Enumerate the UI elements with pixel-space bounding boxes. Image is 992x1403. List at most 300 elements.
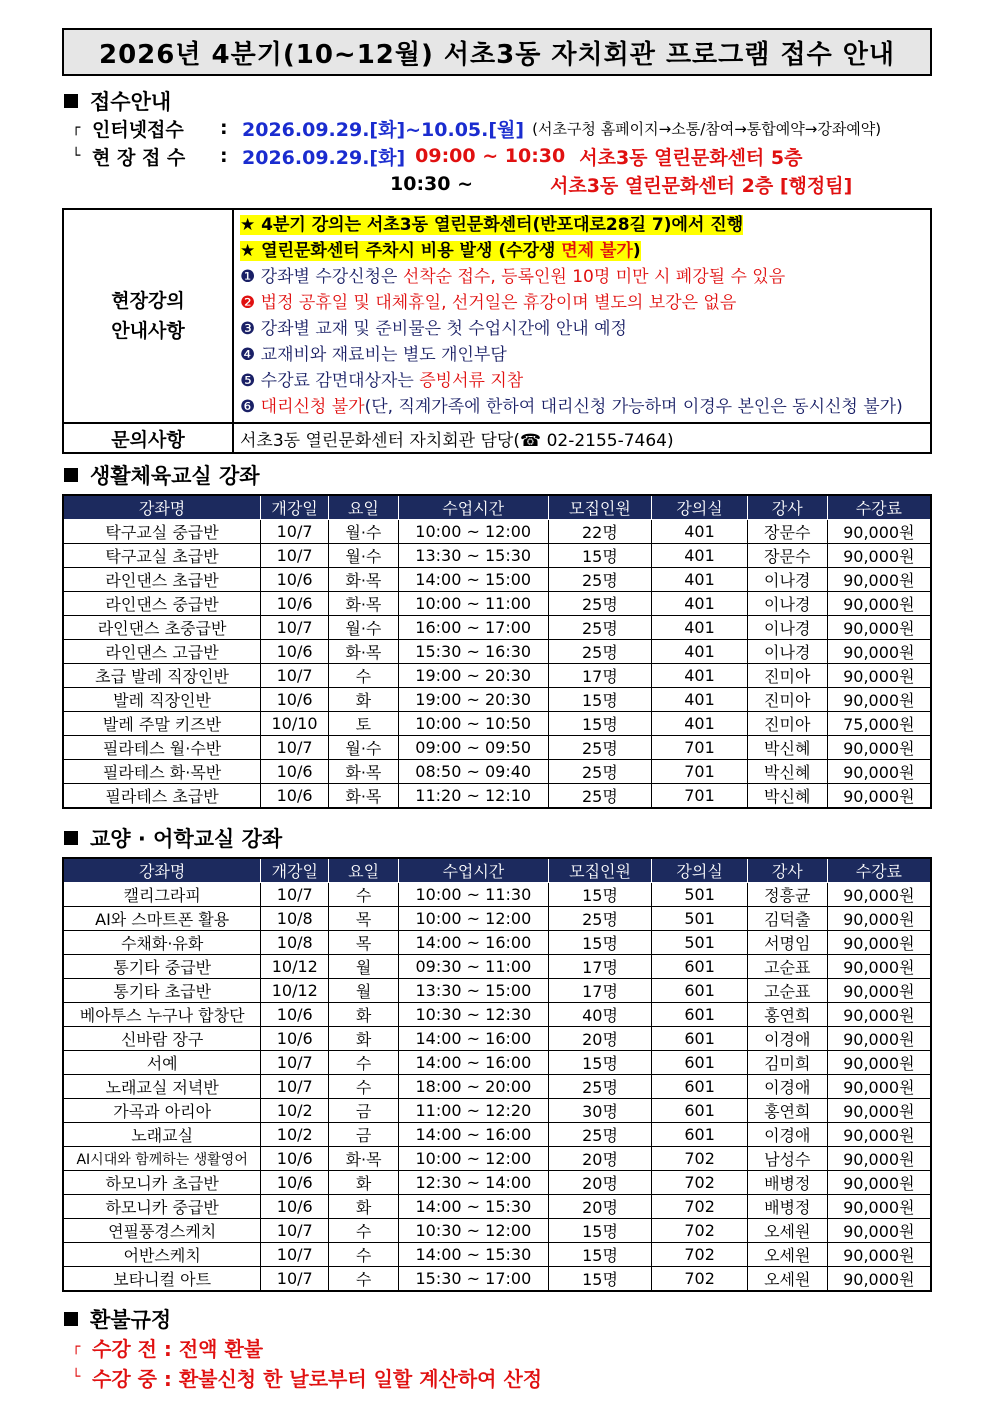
notice-star2-a: ★ 열린문화센터 주차시 비용 발생 (수강생 — [240, 241, 562, 261]
cell-room: 401 — [652, 712, 748, 736]
cell-instructor: 오세원 — [747, 1219, 827, 1243]
table-row — [63, 883, 931, 907]
cell-day: 토 — [329, 712, 399, 736]
notice-star1: ★ 4분기 강의는 서초3동 열린문화센터(반포대로28길 7)에서 진행 — [240, 215, 744, 235]
cell-time: 13:30 ~ 15:00 — [398, 979, 548, 1003]
cell-day: 화·목 — [329, 1147, 399, 1171]
table-row — [63, 955, 931, 979]
cell-fee: 90,000원 — [827, 616, 931, 640]
cell-instructor: 이나경 — [747, 640, 827, 664]
cell-capacity: 25명 — [548, 784, 652, 809]
cell-course: 연필풍경스케치 — [63, 1219, 261, 1243]
column-header-course: 강좌명 — [63, 495, 261, 520]
column-header-course: 강좌명 — [63, 858, 261, 883]
cell-day: 월 — [329, 979, 399, 1003]
column-header-fee: 수강료 — [827, 495, 931, 520]
notice-item5-b: 증빙서류 지참 — [419, 371, 524, 391]
cell-course: 보타니컬 아트 — [63, 1267, 261, 1292]
cell-day: 수 — [329, 883, 399, 907]
cell-start-date: 10/6 — [261, 688, 329, 712]
column-header-capacity: 모집인원 — [548, 858, 652, 883]
column-header-day: 요일 — [329, 495, 399, 520]
cell-fee: 90,000원 — [827, 1267, 931, 1292]
cell-course: 가곡과 아리아 — [63, 1099, 261, 1123]
onsite-time2: 10:30 ~ — [390, 173, 474, 195]
cell-capacity: 15명 — [548, 931, 652, 955]
cell-room: 401 — [652, 688, 748, 712]
cell-start-date: 10/7 — [261, 883, 329, 907]
cell-day: 수 — [329, 1075, 399, 1099]
cell-fee: 90,000원 — [827, 1027, 931, 1051]
cell-fee: 90,000원 — [827, 1219, 931, 1243]
cell-room: 401 — [652, 520, 748, 544]
cell-start-date: 10/2 — [261, 1099, 329, 1123]
cell-day: 월 — [329, 955, 399, 979]
table-row — [63, 1075, 931, 1099]
cell-fee: 90,000원 — [827, 664, 931, 688]
refund-line1 — [72, 1332, 932, 1362]
cell-start-date: 10/7 — [261, 1075, 329, 1099]
cell-instructor: 박신혜 — [747, 760, 827, 784]
cell-day: 수 — [329, 1243, 399, 1267]
table-header-row — [63, 858, 931, 883]
cell-time: 11:00 ~ 12:20 — [398, 1099, 548, 1123]
culture-heading — [62, 825, 932, 851]
table-row — [63, 784, 931, 809]
cell-room: 702 — [652, 1171, 748, 1195]
cell-time: 14:00 ~ 16:00 — [398, 1051, 548, 1075]
cell-room: 401 — [652, 592, 748, 616]
cell-start-date: 10/6 — [261, 1171, 329, 1195]
cell-course: 라인댄스 고급반 — [63, 640, 261, 664]
cell-capacity: 20명 — [548, 1147, 652, 1171]
cell-start-date: 10/12 — [261, 955, 329, 979]
cell-time: 09:30 ~ 11:00 — [398, 955, 548, 979]
column-header-fee: 수강료 — [827, 858, 931, 883]
refund-line1-text: 수강 전 : 전액 환불 — [92, 1336, 264, 1361]
cell-time: 08:50 ~ 09:40 — [398, 760, 548, 784]
cell-day: 금 — [329, 1099, 399, 1123]
cell-course: 수채화·유화 — [63, 931, 261, 955]
cell-capacity: 25명 — [548, 907, 652, 931]
bracket-bottom-icon: └ — [72, 1369, 81, 1385]
page-title: 2026년 4분기(10~12월) 서초3동 자치회관 프로그램 접수 안내 — [62, 28, 932, 76]
cell-start-date: 10/7 — [261, 736, 329, 760]
cell-day: 목 — [329, 931, 399, 955]
cell-start-date: 10/6 — [261, 592, 329, 616]
column-header-instructor: 강사 — [747, 495, 827, 520]
cell-start-date: 10/7 — [261, 1243, 329, 1267]
cell-instructor: 정흥균 — [747, 883, 827, 907]
cell-time: 10:30 ~ 12:30 — [398, 1003, 548, 1027]
cell-time: 16:00 ~ 17:00 — [398, 616, 548, 640]
table-row — [63, 1051, 931, 1075]
table-row — [63, 1003, 931, 1027]
notice-label — [64, 210, 234, 422]
cell-room: 601 — [652, 1051, 748, 1075]
online-period: 2026.09.29.[화]~10.05.[월] — [242, 118, 525, 141]
cell-time: 14:00 ~ 15:30 — [398, 1195, 548, 1219]
cell-time: 12:30 ~ 14:00 — [398, 1171, 548, 1195]
cell-fee: 90,000원 — [827, 1243, 931, 1267]
cell-time: 18:00 ~ 20:00 — [398, 1075, 548, 1099]
cell-room: 702 — [652, 1219, 748, 1243]
cell-instructor: 남성수 — [747, 1147, 827, 1171]
cell-day: 금 — [329, 1123, 399, 1147]
cell-capacity: 30명 — [548, 1099, 652, 1123]
cell-instructor: 고순표 — [747, 979, 827, 1003]
culture-heading-text: 교양 · 어학교실 강좌 — [90, 827, 283, 851]
cell-start-date: 10/2 — [261, 1123, 329, 1147]
table-row — [63, 1243, 931, 1267]
cell-instructor: 김덕출 — [747, 907, 827, 931]
cell-instructor: 진미아 — [747, 688, 827, 712]
cell-room: 601 — [652, 1123, 748, 1147]
table-row — [63, 568, 931, 592]
cell-course: 탁구교실 중급반 — [63, 520, 261, 544]
cell-instructor: 홍연희 — [747, 1099, 827, 1123]
cell-day: 화 — [329, 1027, 399, 1051]
cell-room: 702 — [652, 1147, 748, 1171]
column-header-start-date: 개강일 — [261, 495, 329, 520]
cell-capacity: 20명 — [548, 1195, 652, 1219]
cell-room: 701 — [652, 736, 748, 760]
onsite-registration-row — [72, 142, 932, 170]
cell-capacity: 25명 — [548, 1075, 652, 1099]
cell-course: 필라테스 초급반 — [63, 784, 261, 809]
notice-item1-a: ❶ 강좌별 수강신청은 — [240, 267, 403, 287]
cell-room: 401 — [652, 616, 748, 640]
cell-capacity: 15명 — [548, 1219, 652, 1243]
cell-capacity: 20명 — [548, 1027, 652, 1051]
bracket-top-icon: ┌ — [72, 1339, 81, 1355]
cell-fee: 90,000원 — [827, 1099, 931, 1123]
column-header-room: 강의실 — [652, 495, 748, 520]
notice-item6-a: ❻ — [240, 397, 261, 417]
cell-start-date: 10/7 — [261, 1219, 329, 1243]
cell-fee: 90,000원 — [827, 592, 931, 616]
cell-fee: 90,000원 — [827, 544, 931, 568]
contact-value: 서초3동 열린문화센터 자치회관 담당(☎ 02-2155-7464) — [234, 422, 930, 452]
cell-time: 15:30 ~ 16:30 — [398, 640, 548, 664]
column-header-time: 수업시간 — [398, 495, 548, 520]
cell-time: 10:00 ~ 10:50 — [398, 712, 548, 736]
cell-instructor: 이경애 — [747, 1075, 827, 1099]
cell-capacity: 25명 — [548, 640, 652, 664]
cell-course: 필라테스 월·수반 — [63, 736, 261, 760]
cell-capacity: 15명 — [548, 1267, 652, 1292]
cell-capacity: 15명 — [548, 1051, 652, 1075]
cell-fee: 90,000원 — [827, 931, 931, 955]
cell-room: 601 — [652, 1027, 748, 1051]
cell-day: 화·목 — [329, 640, 399, 664]
document-page — [62, 28, 932, 1392]
cell-start-date: 10/6 — [261, 1003, 329, 1027]
cell-time: 13:30 ~ 15:30 — [398, 544, 548, 568]
cell-start-date: 10/6 — [261, 1195, 329, 1219]
cell-capacity: 15명 — [548, 688, 652, 712]
square-bullet-icon — [64, 468, 78, 482]
cell-instructor: 진미아 — [747, 664, 827, 688]
cell-course: AI와 스마트폰 활용 — [63, 907, 261, 931]
cell-day: 화 — [329, 1171, 399, 1195]
sports-heading-text: 생활체육교실 강좌 — [90, 464, 260, 488]
table-row — [63, 1267, 931, 1292]
cell-day: 수 — [329, 1051, 399, 1075]
online-registration-row — [72, 114, 932, 142]
cell-capacity: 15명 — [548, 1243, 652, 1267]
cell-room: 401 — [652, 568, 748, 592]
table-row — [63, 907, 931, 931]
cell-time: 10:00 ~ 12:00 — [398, 520, 548, 544]
table-row — [63, 1123, 931, 1147]
cell-course: AI시대와 함께하는 생활영어 — [63, 1147, 261, 1171]
table-row — [63, 931, 931, 955]
cell-fee: 90,000원 — [827, 1051, 931, 1075]
notice-item6-c: (단, 직계가족에 한하여 대리신청 가능하며 이경우 본인은 동시신청 불가) — [364, 397, 903, 417]
cell-fee: 90,000원 — [827, 1171, 931, 1195]
cell-room: 501 — [652, 907, 748, 931]
table-row — [63, 979, 931, 1003]
cell-day: 월·수 — [329, 544, 399, 568]
cell-day: 수 — [329, 1267, 399, 1292]
cell-room: 501 — [652, 883, 748, 907]
notice-content — [234, 210, 930, 422]
cell-room: 401 — [652, 664, 748, 688]
cell-instructor: 서명임 — [747, 931, 827, 955]
onsite-date: 2026.09.29.[화] — [242, 146, 406, 169]
cell-room: 601 — [652, 955, 748, 979]
table-row — [63, 592, 931, 616]
contact-label: 문의사항 — [64, 422, 234, 452]
cell-time: 09:00 ~ 09:50 — [398, 736, 548, 760]
cell-course: 탁구교실 초급반 — [63, 544, 261, 568]
cell-instructor: 배병정 — [747, 1171, 827, 1195]
notice-item3: ❸ 강좌별 교재 및 준비물은 첫 수업시간에 안내 예정 — [240, 319, 627, 339]
cell-course: 캘리그라피 — [63, 883, 261, 907]
cell-start-date: 10/7 — [261, 544, 329, 568]
cell-room: 401 — [652, 544, 748, 568]
cell-instructor: 고순표 — [747, 955, 827, 979]
sports-table — [62, 494, 932, 809]
cell-time: 11:20 ~ 12:10 — [398, 784, 548, 809]
cell-instructor: 이경애 — [747, 1027, 827, 1051]
cell-fee: 90,000원 — [827, 955, 931, 979]
cell-fee: 90,000원 — [827, 907, 931, 931]
notice-item1-b: 선착순 접수, 등록인원 10명 미만 시 폐강될 수 있음 — [402, 267, 786, 287]
online-colon: : — [220, 117, 228, 139]
cell-day: 월·수 — [329, 616, 399, 640]
cell-room: 701 — [652, 760, 748, 784]
cell-room: 501 — [652, 931, 748, 955]
cell-capacity: 20명 — [548, 1171, 652, 1195]
table-row — [63, 640, 931, 664]
cell-instructor: 이나경 — [747, 592, 827, 616]
cell-instructor: 진미아 — [747, 712, 827, 736]
cell-fee: 90,000원 — [827, 736, 931, 760]
cell-fee: 75,000원 — [827, 712, 931, 736]
table-header-row — [63, 495, 931, 520]
cell-course: 발레 주말 키즈반 — [63, 712, 261, 736]
cell-start-date: 10/6 — [261, 568, 329, 592]
cell-day: 월·수 — [329, 736, 399, 760]
cell-day: 화 — [329, 1003, 399, 1027]
notice-star2 — [240, 241, 641, 261]
cell-day: 수 — [329, 1219, 399, 1243]
cell-course: 라인댄스 중급반 — [63, 592, 261, 616]
cell-capacity: 25명 — [548, 736, 652, 760]
cell-fee: 90,000원 — [827, 568, 931, 592]
cell-fee: 90,000원 — [827, 979, 931, 1003]
cell-course: 서예 — [63, 1051, 261, 1075]
cell-start-date: 10/6 — [261, 760, 329, 784]
cell-capacity: 22명 — [548, 520, 652, 544]
refund-rules — [72, 1332, 932, 1392]
cell-capacity: 17명 — [548, 979, 652, 1003]
cell-course: 신바람 장구 — [63, 1027, 261, 1051]
notice-star2-c: ) — [632, 241, 641, 261]
cell-course: 발레 직장인반 — [63, 688, 261, 712]
cell-start-date: 10/7 — [261, 664, 329, 688]
table-row — [63, 1147, 931, 1171]
online-note: (서초구청 홈페이지→소통/참여→통합예약→강좌예약) — [532, 119, 882, 138]
cell-capacity: 17명 — [548, 955, 652, 979]
cell-day: 화·목 — [329, 784, 399, 809]
cell-capacity: 40명 — [548, 1003, 652, 1027]
cell-course: 하모니카 중급반 — [63, 1195, 261, 1219]
cell-start-date: 10/10 — [261, 712, 329, 736]
cell-room: 701 — [652, 784, 748, 809]
table-row — [63, 1099, 931, 1123]
cell-time: 14:00 ~ 16:00 — [398, 1123, 548, 1147]
cell-capacity: 25명 — [548, 760, 652, 784]
table-row — [63, 712, 931, 736]
column-header-instructor: 강사 — [747, 858, 827, 883]
cell-day: 화·목 — [329, 760, 399, 784]
cell-day: 목 — [329, 907, 399, 931]
onsite-label: 현 장 접 수 — [92, 146, 186, 169]
table-row — [63, 1171, 931, 1195]
cell-room: 702 — [652, 1195, 748, 1219]
square-bullet-icon — [64, 1312, 78, 1326]
cell-time: 10:00 ~ 12:00 — [398, 907, 548, 931]
bracket-top-icon: ┌ — [72, 120, 81, 136]
cell-course: 하모니카 초급반 — [63, 1171, 261, 1195]
cell-instructor: 김미희 — [747, 1051, 827, 1075]
cell-time: 14:00 ~ 16:00 — [398, 931, 548, 955]
onsite-colon: : — [220, 145, 228, 167]
cell-time: 14:00 ~ 16:00 — [398, 1027, 548, 1051]
cell-fee: 90,000원 — [827, 1195, 931, 1219]
cell-course: 어반스케치 — [63, 1243, 261, 1267]
notice-label-line1: 현장강의 — [111, 290, 185, 312]
cell-instructor: 장문수 — [747, 520, 827, 544]
cell-start-date: 10/6 — [261, 784, 329, 809]
cell-fee: 90,000원 — [827, 640, 931, 664]
table-row — [63, 1219, 931, 1243]
column-header-day: 요일 — [329, 858, 399, 883]
table-row — [63, 520, 931, 544]
cell-room: 601 — [652, 1099, 748, 1123]
cell-course: 통기타 초급반 — [63, 979, 261, 1003]
cell-course: 베아투스 누구나 합창단 — [63, 1003, 261, 1027]
cell-fee: 90,000원 — [827, 883, 931, 907]
cell-start-date: 10/7 — [261, 616, 329, 640]
cell-time: 14:00 ~ 15:30 — [398, 1243, 548, 1267]
refund-heading-text: 환불규정 — [90, 1308, 172, 1332]
cell-instructor: 배병정 — [747, 1195, 827, 1219]
cell-fee: 90,000원 — [827, 1003, 931, 1027]
cell-fee: 90,000원 — [827, 784, 931, 809]
notice-item6-b: 대리신청 불가 — [260, 397, 365, 417]
cell-start-date: 10/6 — [261, 1027, 329, 1051]
cell-time: 14:00 ~ 15:00 — [398, 568, 548, 592]
cell-fee: 90,000원 — [827, 688, 931, 712]
square-bullet-icon — [64, 94, 78, 108]
refund-line2 — [72, 1362, 932, 1392]
cell-fee: 90,000원 — [827, 1123, 931, 1147]
table-row — [63, 616, 931, 640]
cell-day: 화·목 — [329, 592, 399, 616]
cell-start-date: 10/8 — [261, 931, 329, 955]
cell-day: 화·목 — [329, 568, 399, 592]
notice-item5 — [240, 368, 924, 394]
cell-room: 601 — [652, 1003, 748, 1027]
cell-fee: 90,000원 — [827, 520, 931, 544]
cell-course: 초급 발레 직장인반 — [63, 664, 261, 688]
table-row — [63, 544, 931, 568]
notice-item6 — [240, 394, 924, 420]
cell-start-date: 10/7 — [261, 1267, 329, 1292]
cell-capacity: 25명 — [548, 1123, 652, 1147]
table-row — [63, 664, 931, 688]
cell-fee: 90,000원 — [827, 1075, 931, 1099]
cell-instructor: 홍연희 — [747, 1003, 827, 1027]
culture-table-body — [63, 883, 931, 1292]
notice-item1 — [240, 264, 924, 290]
cell-time: 15:30 ~ 17:00 — [398, 1267, 548, 1292]
cell-day: 월·수 — [329, 520, 399, 544]
onsite-place2: 서초3동 열린문화센터 2층 [행정팀] — [550, 174, 853, 197]
table-row — [63, 1195, 931, 1219]
cell-capacity: 25명 — [548, 616, 652, 640]
sports-table-body — [63, 520, 931, 809]
notice-item4: ❹ 교재비와 재료비는 별도 개인부담 — [240, 345, 507, 365]
bracket-bottom-icon: └ — [72, 148, 81, 164]
cell-day: 화 — [329, 1195, 399, 1219]
cell-instructor: 박신혜 — [747, 784, 827, 809]
cell-room: 702 — [652, 1243, 748, 1267]
registration-info — [72, 114, 932, 198]
cell-start-date: 10/8 — [261, 907, 329, 931]
cell-time: 10:00 ~ 12:00 — [398, 1147, 548, 1171]
culture-table — [62, 857, 932, 1292]
notice-item5-a: ❺ 수강료 감면대상자는 — [240, 371, 420, 391]
cell-course: 라인댄스 초중급반 — [63, 616, 261, 640]
notice-label-line2: 안내사항 — [111, 320, 185, 342]
online-label: 인터넷접수 — [92, 118, 184, 141]
cell-instructor: 이경애 — [747, 1123, 827, 1147]
cell-instructor: 이나경 — [747, 568, 827, 592]
onsite-time1: 09:00 ~ 10:30 — [415, 145, 566, 167]
table-row — [63, 760, 931, 784]
cell-start-date: 10/6 — [261, 640, 329, 664]
onsite-registration-row-2 — [72, 170, 932, 198]
cell-course: 노래교실 저녁반 — [63, 1075, 261, 1099]
cell-day: 수 — [329, 664, 399, 688]
cell-capacity: 15명 — [548, 712, 652, 736]
onsite-place1: 서초3동 열린문화센터 5층 — [579, 146, 803, 169]
